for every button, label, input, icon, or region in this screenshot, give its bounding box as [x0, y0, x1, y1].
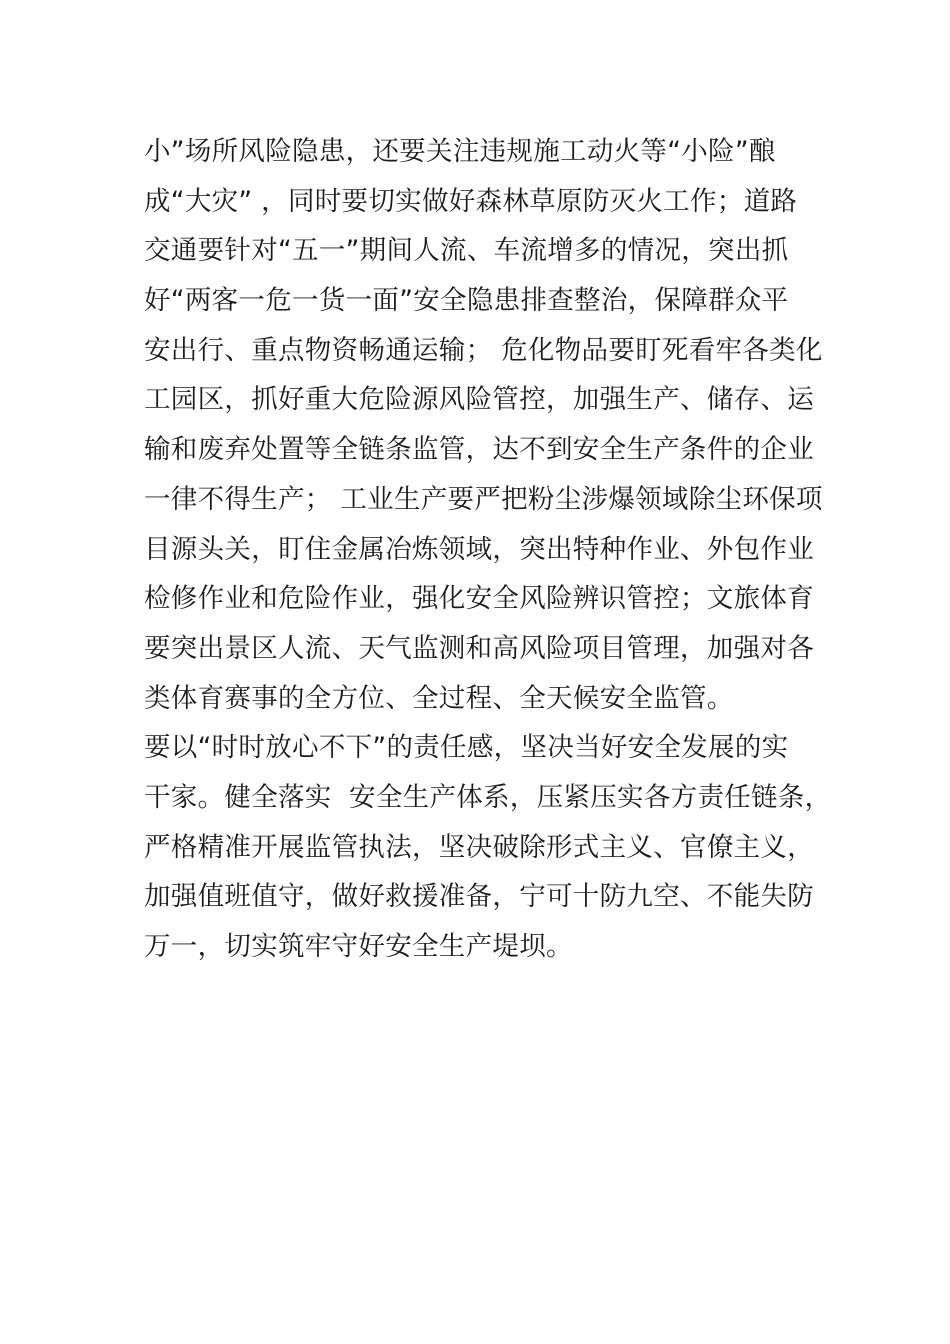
text-line: 干家。健全落实 安全生产体系，压紧压实各方责任链条， — [144, 781, 832, 813]
text-line: 输和废弃处置等全链条监管，达不到安全生产条件的企业 — [144, 434, 814, 466]
text-line: 工园区，抓好重大危险源风险管控，加强生产、储存、运 — [144, 384, 814, 416]
text-line: 好“两客一危一货一面”安全隐患排查整治，保障群众平 — [144, 285, 789, 317]
text-line: 检修作业和危险作业，强化安全风险辨识管控；文旅体育 — [144, 583, 814, 615]
text-line: 要突出景区人流、天气监测和高风险项目管理，加强对各 — [144, 632, 814, 664]
text-line: 类体育赛事的全方位、全过程、全天候安全监管。 — [144, 682, 734, 714]
text-line: 成“大灾” ，同时要切实做好森林草原防灭火工作；道路 — [144, 185, 798, 217]
text-line: 目源头关，盯住金属冶炼领域，突出特种作业、外包作业 — [144, 533, 814, 565]
text-line: 小”场所风险隐患，还要关注违规施工动火等“小险”酿 — [144, 136, 776, 167]
text-line: 交通要针对“五一”期间人流、车流增多的情况，突出抓 — [144, 235, 789, 267]
text-line: 安出行、重点物资畅通运输； 危化物品要盯死看牢各类化 — [144, 334, 823, 366]
text-line: 加强值班值守，做好救援准备，宁可十防九空、不能失防 — [144, 881, 814, 913]
body-text — [144, 127, 832, 972]
text-line: 严格精准开展监管执法，坚决破除形式主义、官僚主义， — [144, 831, 814, 863]
text-line: 万一，切实筑牢守好安全生产堤坝。 — [144, 931, 573, 962]
text-line: 要以“时时放心不下”的责任感，坚决当好安全发展的实 — [144, 732, 789, 764]
text-line: 一律不得生产； 工业生产要严把粉尘涉爆领域除尘环保项 — [144, 483, 823, 515]
